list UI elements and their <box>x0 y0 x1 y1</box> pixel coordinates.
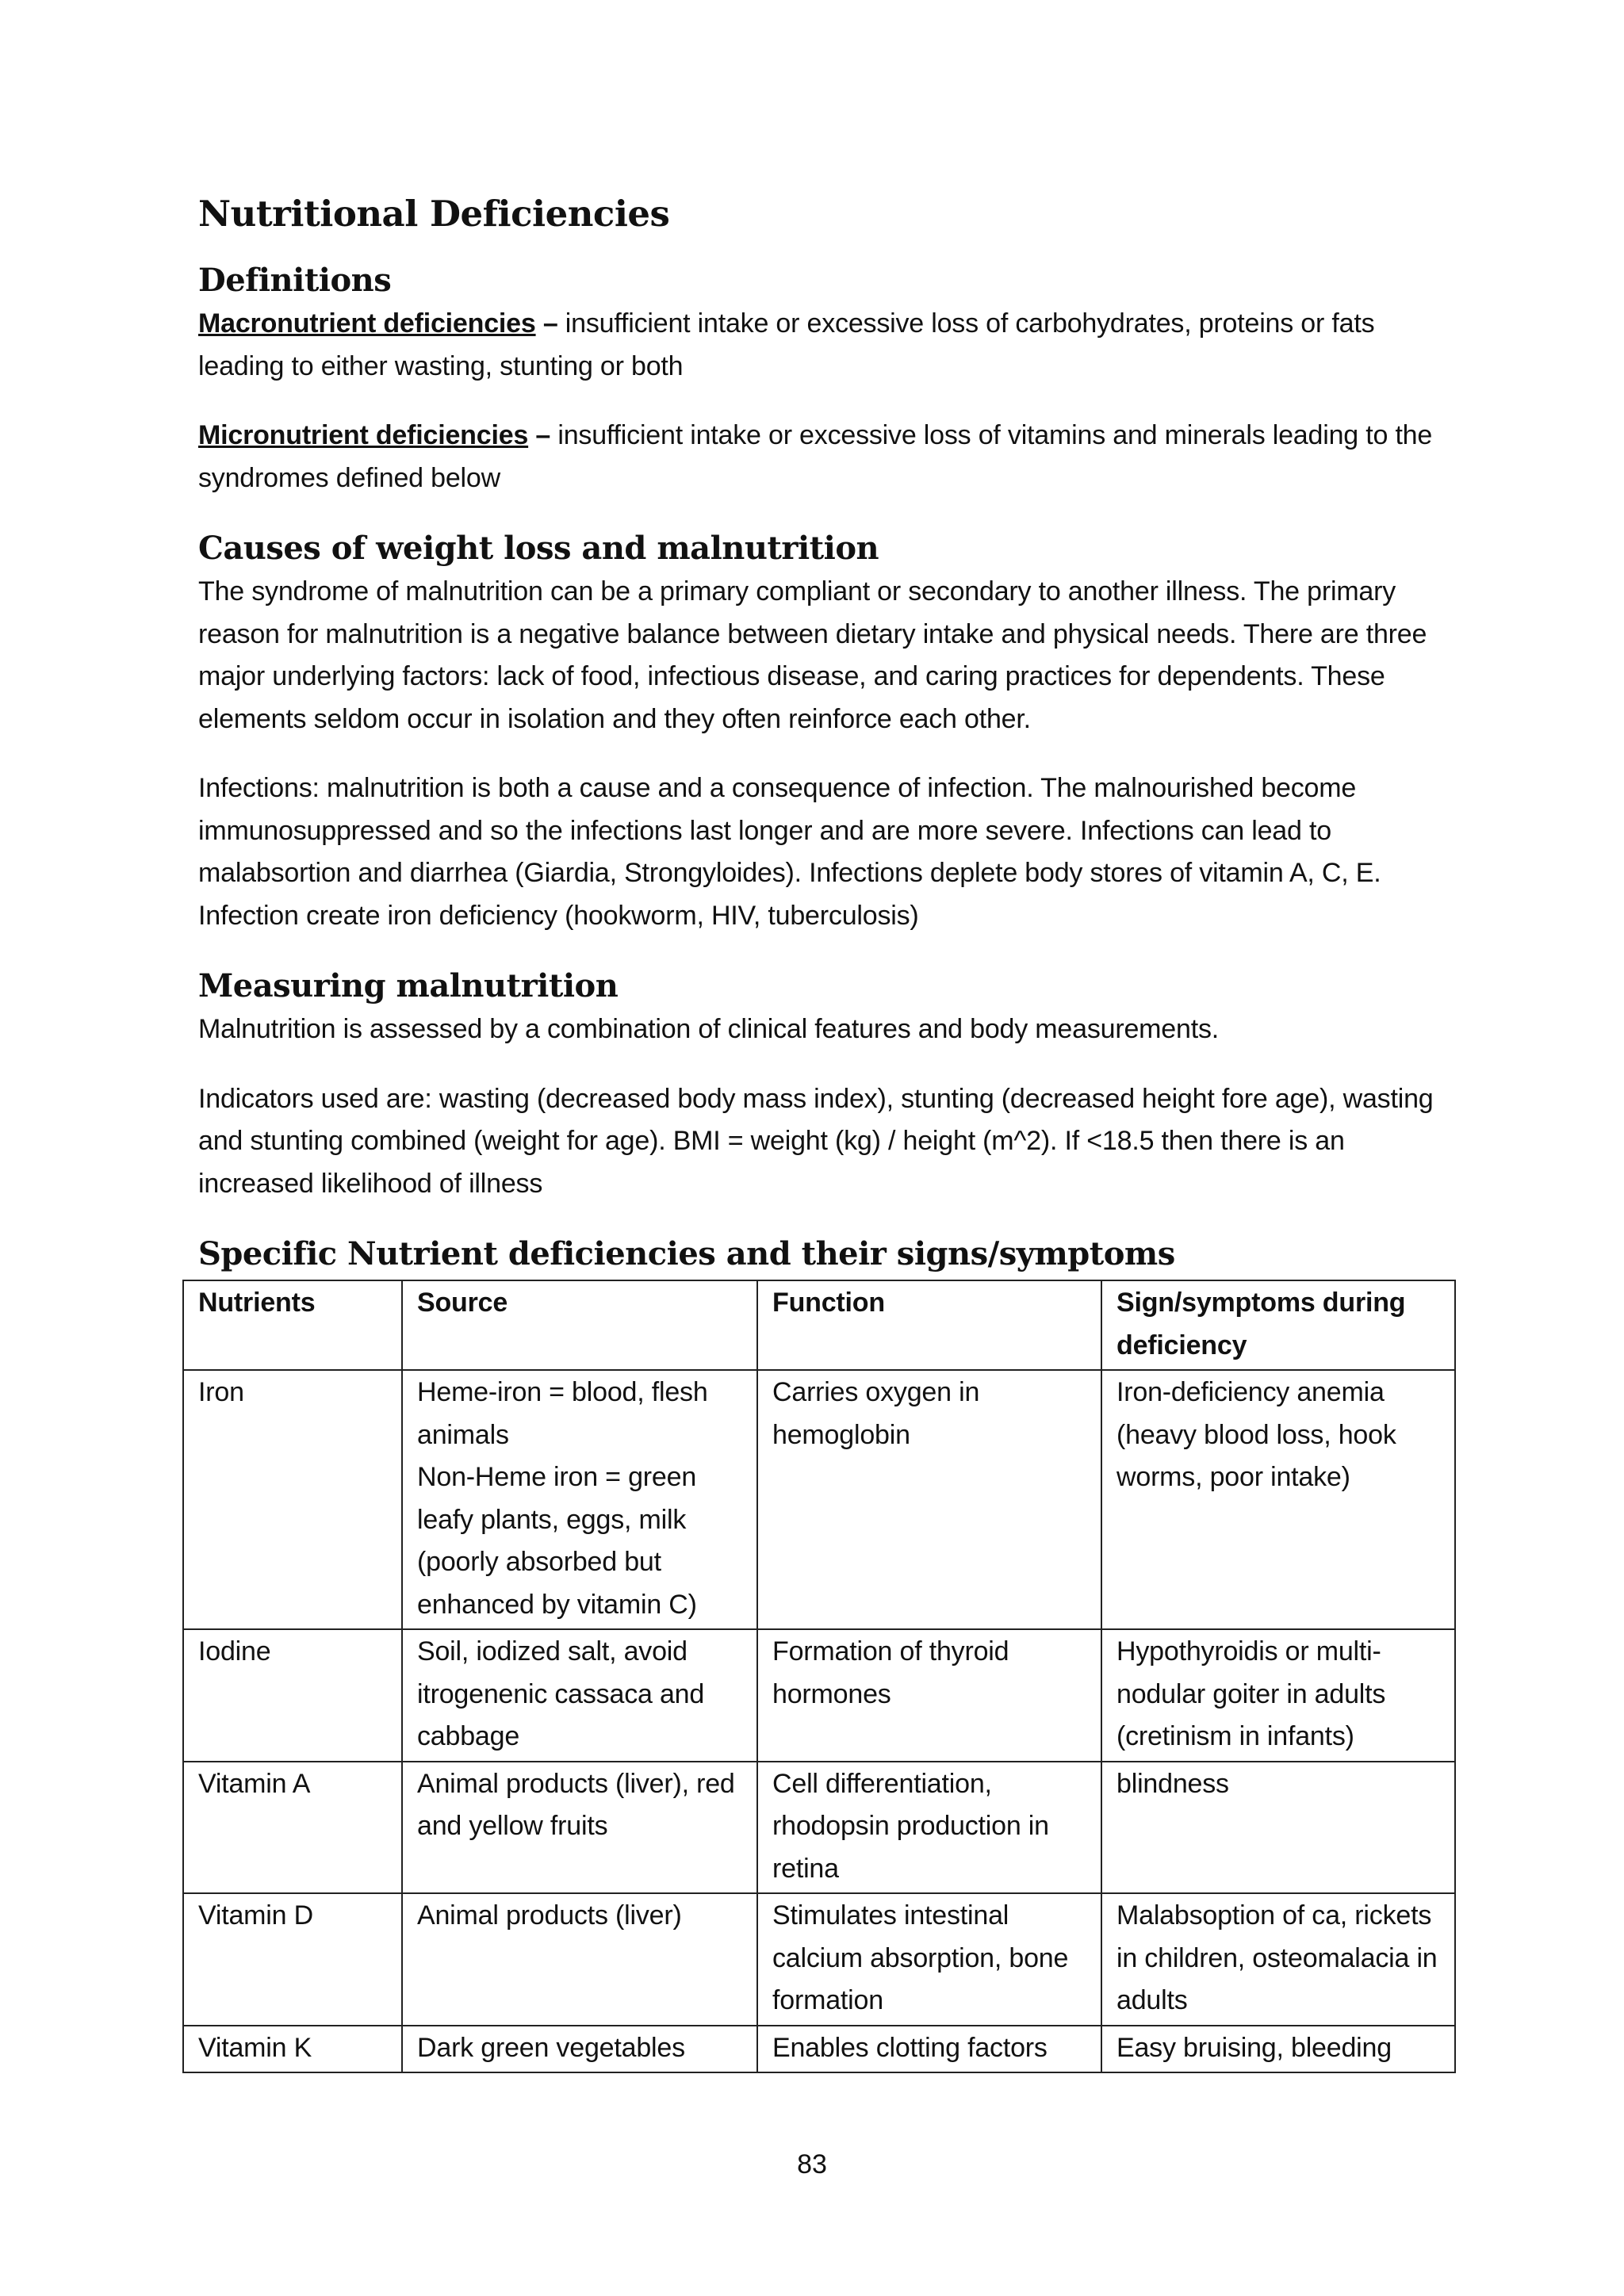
measuring-paragraph-2: Indicators used are: wasting (decreased body mass index), stunting (decreased height fore age), wasting and stunting combined (weight for age). BMI = weight (kg) / height (m^2). If <18.5 then there is an increased likelihood of illness <box>198 1083 1434 1199</box>
source-cell <box>402 1629 757 1762</box>
source-line: Non-Heme iron = green leafy plants, eggs, milk (poorly absorbed but enhanced by vitamin C) <box>417 1462 697 1620</box>
causes-paragraph-1: The syndrome of malnutrition can be a primary compliant or secondary to another illness. The primary reason for malnutrition is a negative balance between dietary intake and physical needs. There are three major underlying factors: lack of food, infectious disease, and caring practices for dependents. These elements seldom occur in isolation and they often reinforce each other. <box>198 576 1427 734</box>
measuring-paragraph-1: Malnutrition is assessed by a combination of clinical features and body measurements. <box>198 1014 1220 1044</box>
source-line: Animal products (liver) <box>417 1900 682 1931</box>
micronutrient-term: Micronutrient deficiencies <box>198 420 529 450</box>
specific-heading: Specific Nutrient deficiencies and their signs/symptoms <box>198 1235 1175 1272</box>
column-header-source: Source <box>402 1280 757 1370</box>
table-row <box>183 2026 1455 2073</box>
macronutrient-definition <box>198 303 1451 388</box>
nutrient-cell: Vitamin K <box>183 2026 402 2073</box>
function-cell: Formation of thyroid hormones <box>757 1629 1101 1762</box>
macronutrient-dash: – <box>535 308 558 339</box>
macronutrient-text: insufficient intake or excessive loss of carbohydrates, proteins or fats leading to either wasting, stunting or both <box>198 308 1375 381</box>
nutrient-cell: Iron <box>183 1370 402 1629</box>
page-title: Nutritional Deficiencies <box>198 193 670 235</box>
nutrient-deficiency-table <box>182 1280 1456 2073</box>
macronutrient-term: Macronutrient deficiencies <box>198 308 536 339</box>
causes-paragraph-2: Infections: malnutrition is both a cause and a consequence of infection. The malnourished become immunosuppressed and so the infections last longer and are more severe. Infections can lead to malabsortion and diarrhea (Giardia, Strongyloides). Infections deplete body stores of vitamin A, C, E. Infection create iron deficiency (hookworm, HIV, tuberculosis) <box>198 773 1381 931</box>
nutrient-cell: Vitamin D <box>183 1893 402 2026</box>
source-line: Soil, iodized salt, avoid itrogenenic cassaca and cabbage <box>417 1636 705 1751</box>
table-row <box>183 1762 1455 1894</box>
source-line: Heme-iron = blood, flesh animals <box>417 1377 708 1450</box>
nutrient-cell: Iodine <box>183 1629 402 1762</box>
causes-heading: Causes of weight loss and malnutrition <box>198 530 879 567</box>
definitions-heading: Definitions <box>198 262 392 299</box>
symptoms-cell: Hypothyroidis or multi-nodular goiter in adults (cretinism in infants) <box>1101 1629 1455 1762</box>
function-cell: Stimulates intestinal calcium absorption, bone formation <box>757 1893 1101 2026</box>
source-cell <box>402 1762 757 1894</box>
table-row <box>183 1893 1455 2026</box>
symptoms-cell: Malabsoption of ca, rickets in children, osteomalacia in adults <box>1101 1893 1455 2026</box>
page-content <box>198 189 1451 2073</box>
symptoms-cell: Iron-deficiency anemia (heavy blood loss, hook worms, poor intake) <box>1101 1370 1455 1629</box>
function-cell: Cell differentiation, rhodopsin production in retina <box>757 1762 1101 1894</box>
column-header-symptoms: Sign/symptoms during deficiency <box>1101 1280 1455 1370</box>
micronutrient-dash: – <box>528 420 551 450</box>
source-line: Dark green vegetables <box>417 2032 685 2063</box>
measuring-heading: Measuring malnutrition <box>198 967 619 1004</box>
function-cell: Enables clotting factors <box>757 2026 1101 2073</box>
column-header-nutrients: Nutrients <box>183 1280 402 1370</box>
table-header-row <box>183 1280 1455 1370</box>
nutrient-cell: Vitamin A <box>183 1762 402 1894</box>
function-cell: Carries oxygen in hemoglobin <box>757 1370 1101 1629</box>
source-cell <box>402 2026 757 2073</box>
page-number: 83 <box>797 2149 827 2179</box>
source-line: Animal products (liver), red and yellow fruits <box>417 1768 735 1841</box>
micronutrient-definition <box>198 415 1451 499</box>
symptoms-cell: Easy bruising, bleeding <box>1101 2026 1455 2073</box>
table-row <box>183 1370 1455 1629</box>
table-row <box>183 1629 1455 1762</box>
source-cell <box>402 1893 757 2026</box>
micronutrient-text: insufficient intake or excessive loss of vitamins and minerals leading to the syndromes defined below <box>198 420 1433 493</box>
column-header-function: Function <box>757 1280 1101 1370</box>
source-cell <box>402 1370 757 1629</box>
symptoms-cell: blindness <box>1101 1762 1455 1894</box>
